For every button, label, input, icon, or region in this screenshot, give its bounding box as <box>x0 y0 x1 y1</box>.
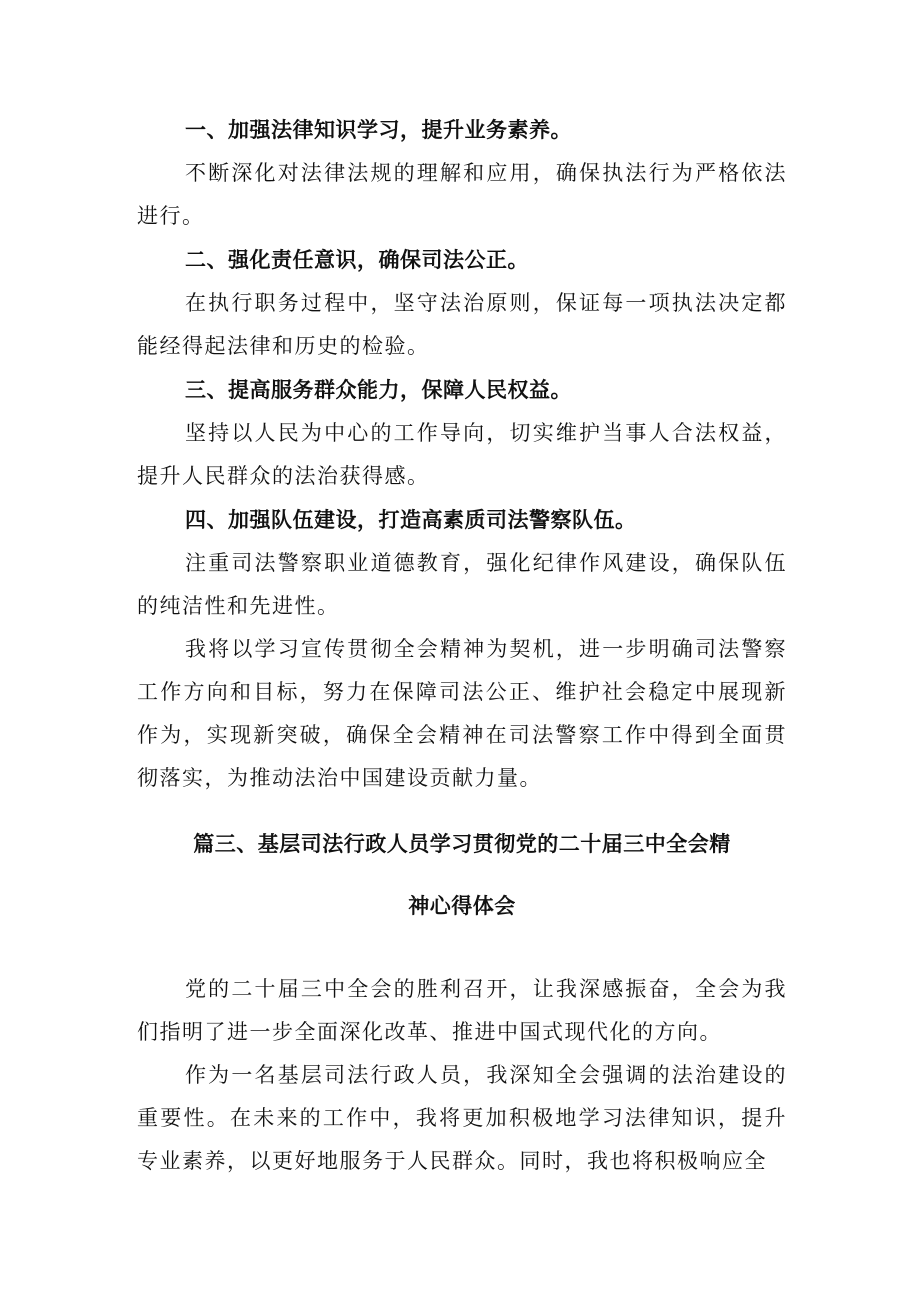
paragraph-1: 不断深化对法律法规的理解和应用，确保执法行为严格依法进行。 <box>137 161 787 228</box>
heading-2: 二、强化责任意识，确保司法公正。 <box>185 248 529 272</box>
paragraph-4: 注重司法警察职业道德教育，强化纪律作风建设，确保队伍的纯洁性和先进性。 <box>137 551 787 618</box>
heading-1: 一、加强法律知识学习，提升业务素养。 <box>185 118 572 142</box>
paragraph-6: 党的二十届三中全会的胜利召开，让我深感振奋，全会为我们指明了进一步全面深化改革、推进中国式现代化的方向。 <box>137 977 787 1044</box>
paragraph-2: 在执行职务过程中，坚守法治原则，保证每一项执法决定都能经得起法律和历史的检验。 <box>137 291 787 358</box>
paragraph-7: 作为一名基层司法行政人员，我深知全会强调的法治建设的重要性。在未来的工作中，我将更加积极地学习法律知识，提升专业素养，以更好地服务于人民群众。同时，我也将积极响应全 <box>137 1063 787 1173</box>
spacer <box>137 928 787 968</box>
paragraph-3: 坚持以人民为中心的工作导向，切实维护当事人合法权益，提升人民群众的法治获得感。 <box>137 421 787 488</box>
section-title-line-2: 神心得体会 <box>408 894 516 918</box>
paragraph-5: 我将以学习宣传贯彻全会精神为契机，进一步明确司法警察工作方向和目标，努力在保障司法公正、维护社会稳定中展现新作为，实现新突破，确保全会精神在司法警察工作中得到全面贯彻落实，为推动法治中国建设贡献力量。 <box>137 637 787 790</box>
heading-4: 四、加强队伍建设，打造高素质司法警察队伍。 <box>185 508 637 532</box>
section-title-line-1: 篇三、基层司法行政人员学习贯彻党的二十届三中全会精 <box>193 832 731 856</box>
document-body <box>137 108 787 1183</box>
heading-3: 三、提高服务群众能力，保障人民权益。 <box>185 378 572 402</box>
